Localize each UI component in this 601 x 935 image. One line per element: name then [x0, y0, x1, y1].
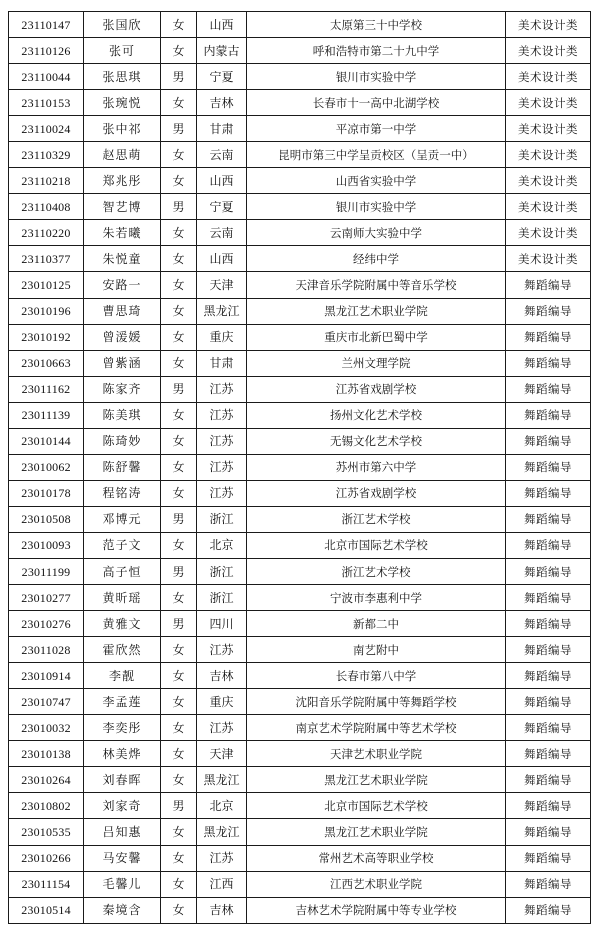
gender-cell: 女: [161, 871, 197, 897]
province-cell: 浙江: [197, 558, 247, 584]
gender-cell: 女: [161, 246, 197, 272]
province-cell: 浙江: [197, 585, 247, 611]
province-cell: 内蒙古: [197, 38, 247, 64]
gender-cell: 男: [161, 611, 197, 637]
major-cell: 舞蹈编导: [506, 585, 591, 611]
exam-id-cell: 23110408: [9, 194, 84, 220]
student-name-cell: 郑兆彤: [84, 168, 161, 194]
major-cell: 舞蹈编导: [506, 689, 591, 715]
table-row: [9, 90, 591, 116]
table-row: [9, 38, 591, 64]
province-cell: 江苏: [197, 428, 247, 454]
province-cell: 重庆: [197, 324, 247, 350]
province-cell: 北京: [197, 793, 247, 819]
major-cell: 美术设计类: [506, 90, 591, 116]
table-row: [9, 298, 591, 324]
gender-cell: 男: [161, 793, 197, 819]
major-cell: 舞蹈编导: [506, 350, 591, 376]
school-cell: 吉林艺术学院附属中等专业学校: [247, 897, 506, 923]
major-cell: 舞蹈编导: [506, 767, 591, 793]
gender-cell: 女: [161, 12, 197, 38]
school-cell: 天津音乐学院附属中等音乐学校: [247, 272, 506, 298]
student-name-cell: 高子恒: [84, 558, 161, 584]
gender-cell: 女: [161, 637, 197, 663]
table-row: [9, 637, 591, 663]
gender-cell: 女: [161, 715, 197, 741]
province-cell: 黑龙江: [197, 298, 247, 324]
exam-id-cell: 23010192: [9, 324, 84, 350]
student-name-cell: 陈琦妙: [84, 428, 161, 454]
major-cell: 美术设计类: [506, 246, 591, 272]
table-row: [9, 845, 591, 871]
student-name-cell: 吕知惠: [84, 819, 161, 845]
table-row: [9, 689, 591, 715]
school-cell: 沈阳音乐学院附属中等舞蹈学校: [247, 689, 506, 715]
school-cell: 呼和浩特市第二十九中学: [247, 38, 506, 64]
school-cell: 浙江艺术学校: [247, 558, 506, 584]
school-cell: 经纬中学: [247, 246, 506, 272]
province-cell: 山西: [197, 246, 247, 272]
gender-cell: 女: [161, 897, 197, 923]
gender-cell: 女: [161, 350, 197, 376]
exam-id-cell: 23010138: [9, 741, 84, 767]
exam-id-cell: 23010514: [9, 897, 84, 923]
gender-cell: 女: [161, 454, 197, 480]
major-cell: 美术设计类: [506, 142, 591, 168]
province-cell: 甘肃: [197, 116, 247, 142]
table-row: [9, 246, 591, 272]
gender-cell: 女: [161, 480, 197, 506]
table-row: [9, 663, 591, 689]
major-cell: 舞蹈编导: [506, 324, 591, 350]
student-name-cell: 黄昕瑶: [84, 585, 161, 611]
exam-id-cell: 23010802: [9, 793, 84, 819]
exam-id-cell: 23010125: [9, 272, 84, 298]
table-row: [9, 168, 591, 194]
province-cell: 四川: [197, 611, 247, 637]
table-row: [9, 532, 591, 558]
student-name-cell: 陈家齐: [84, 376, 161, 402]
exam-id-cell: 23110153: [9, 90, 84, 116]
major-cell: 舞蹈编导: [506, 611, 591, 637]
province-cell: 宁夏: [197, 194, 247, 220]
province-cell: 黑龙江: [197, 767, 247, 793]
school-cell: 黑龙江艺术职业学院: [247, 298, 506, 324]
table-row: [9, 142, 591, 168]
school-cell: 南京艺术学院附属中等艺术学校: [247, 715, 506, 741]
gender-cell: 男: [161, 64, 197, 90]
table-row: [9, 480, 591, 506]
gender-cell: 女: [161, 142, 197, 168]
school-cell: 长春市第八中学: [247, 663, 506, 689]
table-row: [9, 506, 591, 532]
major-cell: 舞蹈编导: [506, 637, 591, 663]
table-row: [9, 12, 591, 38]
student-name-cell: 智艺博: [84, 194, 161, 220]
student-name-cell: 马安馨: [84, 845, 161, 871]
province-cell: 江苏: [197, 454, 247, 480]
student-name-cell: 曾湲媛: [84, 324, 161, 350]
province-cell: 江苏: [197, 845, 247, 871]
major-cell: 舞蹈编导: [506, 454, 591, 480]
student-name-cell: 张国欣: [84, 12, 161, 38]
province-cell: 云南: [197, 142, 247, 168]
gender-cell: 女: [161, 741, 197, 767]
exam-id-cell: 23011162: [9, 376, 84, 402]
major-cell: 美术设计类: [506, 12, 591, 38]
major-cell: 美术设计类: [506, 64, 591, 90]
exam-id-cell: 23011154: [9, 871, 84, 897]
major-cell: 舞蹈编导: [506, 819, 591, 845]
gender-cell: 女: [161, 298, 197, 324]
table-body: [9, 12, 591, 924]
table-row: [9, 376, 591, 402]
table-row: [9, 220, 591, 246]
student-name-cell: 李奕彤: [84, 715, 161, 741]
gender-cell: 女: [161, 585, 197, 611]
province-cell: 江苏: [197, 376, 247, 402]
table-row: [9, 871, 591, 897]
exam-id-cell: 23110220: [9, 220, 84, 246]
school-cell: 苏州市第六中学: [247, 454, 506, 480]
province-cell: 重庆: [197, 689, 247, 715]
province-cell: 吉林: [197, 897, 247, 923]
gender-cell: 女: [161, 38, 197, 64]
table-row: [9, 454, 591, 480]
school-cell: 黑龙江艺术职业学院: [247, 767, 506, 793]
gender-cell: 男: [161, 116, 197, 142]
school-cell: 宁波市李惠利中学: [247, 585, 506, 611]
gender-cell: 女: [161, 272, 197, 298]
province-cell: 黑龙江: [197, 819, 247, 845]
major-cell: 舞蹈编导: [506, 402, 591, 428]
province-cell: 北京: [197, 532, 247, 558]
student-name-cell: 张琬悦: [84, 90, 161, 116]
major-cell: 舞蹈编导: [506, 532, 591, 558]
table-row: [9, 558, 591, 584]
student-name-cell: 曹思琦: [84, 298, 161, 324]
school-cell: 银川市实验中学: [247, 194, 506, 220]
student-name-cell: 黄雅文: [84, 611, 161, 637]
province-cell: 山西: [197, 168, 247, 194]
student-name-cell: 李孟莲: [84, 689, 161, 715]
school-cell: 天津艺术职业学院: [247, 741, 506, 767]
province-cell: 江苏: [197, 715, 247, 741]
major-cell: 舞蹈编导: [506, 272, 591, 298]
admission-list-table: [8, 11, 591, 924]
student-name-cell: 安路一: [84, 272, 161, 298]
exam-id-cell: 23010196: [9, 298, 84, 324]
exam-id-cell: 23110329: [9, 142, 84, 168]
exam-id-cell: 23010914: [9, 663, 84, 689]
exam-id-cell: 23010508: [9, 506, 84, 532]
school-cell: 北京市国际艺术学校: [247, 793, 506, 819]
school-cell: 北京市国际艺术学校: [247, 532, 506, 558]
province-cell: 云南: [197, 220, 247, 246]
gender-cell: 女: [161, 845, 197, 871]
school-cell: 南艺附中: [247, 637, 506, 663]
exam-id-cell: 23010747: [9, 689, 84, 715]
table-row: [9, 428, 591, 454]
gender-cell: 女: [161, 689, 197, 715]
gender-cell: 女: [161, 324, 197, 350]
gender-cell: 女: [161, 663, 197, 689]
province-cell: 江苏: [197, 480, 247, 506]
school-cell: 扬州文化艺术学校: [247, 402, 506, 428]
student-name-cell: 张中祁: [84, 116, 161, 142]
school-cell: 山西省实验中学: [247, 168, 506, 194]
table-row: [9, 767, 591, 793]
major-cell: 舞蹈编导: [506, 480, 591, 506]
major-cell: 美术设计类: [506, 116, 591, 142]
gender-cell: 男: [161, 376, 197, 402]
table-row: [9, 741, 591, 767]
exam-id-cell: 23010535: [9, 819, 84, 845]
gender-cell: 男: [161, 194, 197, 220]
student-name-cell: 陈美琪: [84, 402, 161, 428]
major-cell: 舞蹈编导: [506, 558, 591, 584]
table-row: [9, 585, 591, 611]
major-cell: 舞蹈编导: [506, 428, 591, 454]
province-cell: 浙江: [197, 506, 247, 532]
table-row: [9, 350, 591, 376]
student-name-cell: 朱悦童: [84, 246, 161, 272]
table-row: [9, 897, 591, 923]
province-cell: 宁夏: [197, 64, 247, 90]
gender-cell: 女: [161, 220, 197, 246]
exam-id-cell: 23010663: [9, 350, 84, 376]
student-name-cell: 李靓: [84, 663, 161, 689]
student-name-cell: 曾紫涵: [84, 350, 161, 376]
school-cell: 江苏省戏剧学校: [247, 376, 506, 402]
exam-id-cell: 23010277: [9, 585, 84, 611]
student-name-cell: 刘春晖: [84, 767, 161, 793]
major-cell: 舞蹈编导: [506, 715, 591, 741]
school-cell: 无锡文化艺术学校: [247, 428, 506, 454]
school-cell: 兰州文理学院: [247, 350, 506, 376]
school-cell: 云南师大实验中学: [247, 220, 506, 246]
student-name-cell: 张可: [84, 38, 161, 64]
student-name-cell: 秦境含: [84, 897, 161, 923]
province-cell: 天津: [197, 741, 247, 767]
school-cell: 黑龙江艺术职业学院: [247, 819, 506, 845]
province-cell: 吉林: [197, 663, 247, 689]
student-name-cell: 霍欣然: [84, 637, 161, 663]
major-cell: 舞蹈编导: [506, 506, 591, 532]
gender-cell: 女: [161, 767, 197, 793]
table-row: [9, 324, 591, 350]
exam-id-cell: 23110377: [9, 246, 84, 272]
gender-cell: 女: [161, 428, 197, 454]
student-name-cell: 邓博元: [84, 506, 161, 532]
major-cell: 舞蹈编导: [506, 376, 591, 402]
province-cell: 江西: [197, 871, 247, 897]
gender-cell: 女: [161, 532, 197, 558]
exam-id-cell: 23110218: [9, 168, 84, 194]
gender-cell: 男: [161, 558, 197, 584]
table-row: [9, 715, 591, 741]
exam-id-cell: 23010093: [9, 532, 84, 558]
gender-cell: 女: [161, 819, 197, 845]
exam-id-cell: 23010276: [9, 611, 84, 637]
school-cell: 江西艺术职业学院: [247, 871, 506, 897]
table-row: [9, 64, 591, 90]
major-cell: 舞蹈编导: [506, 845, 591, 871]
exam-id-cell: 23010062: [9, 454, 84, 480]
exam-id-cell: 23110044: [9, 64, 84, 90]
table-row: [9, 819, 591, 845]
exam-id-cell: 23010178: [9, 480, 84, 506]
school-cell: 常州艺术高等职业学校: [247, 845, 506, 871]
major-cell: 美术设计类: [506, 194, 591, 220]
table-row: [9, 194, 591, 220]
province-cell: 天津: [197, 272, 247, 298]
student-name-cell: 刘家奇: [84, 793, 161, 819]
province-cell: 吉林: [197, 90, 247, 116]
table-row: [9, 272, 591, 298]
school-cell: 浙江艺术学校: [247, 506, 506, 532]
student-name-cell: 程铭涛: [84, 480, 161, 506]
exam-id-cell: 23011199: [9, 558, 84, 584]
major-cell: 舞蹈编导: [506, 663, 591, 689]
province-cell: 江苏: [197, 402, 247, 428]
major-cell: 美术设计类: [506, 168, 591, 194]
gender-cell: 男: [161, 506, 197, 532]
school-cell: 新都二中: [247, 611, 506, 637]
major-cell: 舞蹈编导: [506, 793, 591, 819]
major-cell: 美术设计类: [506, 38, 591, 64]
exam-id-cell: 23011028: [9, 637, 84, 663]
student-name-cell: 林美烨: [84, 741, 161, 767]
major-cell: 舞蹈编导: [506, 871, 591, 897]
major-cell: 美术设计类: [506, 220, 591, 246]
school-cell: 长春市十一高中北湖学校: [247, 90, 506, 116]
exam-id-cell: 23110024: [9, 116, 84, 142]
province-cell: 江苏: [197, 637, 247, 663]
student-name-cell: 毛馨儿: [84, 871, 161, 897]
exam-id-cell: 23110126: [9, 38, 84, 64]
gender-cell: 女: [161, 90, 197, 116]
student-name-cell: 赵思萌: [84, 142, 161, 168]
province-cell: 甘肃: [197, 350, 247, 376]
province-cell: 山西: [197, 12, 247, 38]
exam-id-cell: 23110147: [9, 12, 84, 38]
major-cell: 舞蹈编导: [506, 741, 591, 767]
table-row: [9, 611, 591, 637]
exam-id-cell: 23010144: [9, 428, 84, 454]
major-cell: 舞蹈编导: [506, 897, 591, 923]
school-cell: 昆明市第三中学呈贡校区（呈贡一中）: [247, 142, 506, 168]
table-row: [9, 402, 591, 428]
student-name-cell: 朱若曦: [84, 220, 161, 246]
exam-id-cell: 23010032: [9, 715, 84, 741]
table-row: [9, 793, 591, 819]
student-name-cell: 范子文: [84, 532, 161, 558]
gender-cell: 女: [161, 168, 197, 194]
table-row: [9, 116, 591, 142]
student-name-cell: 陈舒馨: [84, 454, 161, 480]
major-cell: 舞蹈编导: [506, 298, 591, 324]
exam-id-cell: 23010264: [9, 767, 84, 793]
gender-cell: 女: [161, 402, 197, 428]
school-cell: 太原第三十中学校: [247, 12, 506, 38]
school-cell: 江苏省戏剧学校: [247, 480, 506, 506]
exam-id-cell: 23010266: [9, 845, 84, 871]
school-cell: 银川市实验中学: [247, 64, 506, 90]
exam-id-cell: 23011139: [9, 402, 84, 428]
school-cell: 重庆市北新巴蜀中学: [247, 324, 506, 350]
school-cell: 平凉市第一中学: [247, 116, 506, 142]
student-name-cell: 张思琪: [84, 64, 161, 90]
